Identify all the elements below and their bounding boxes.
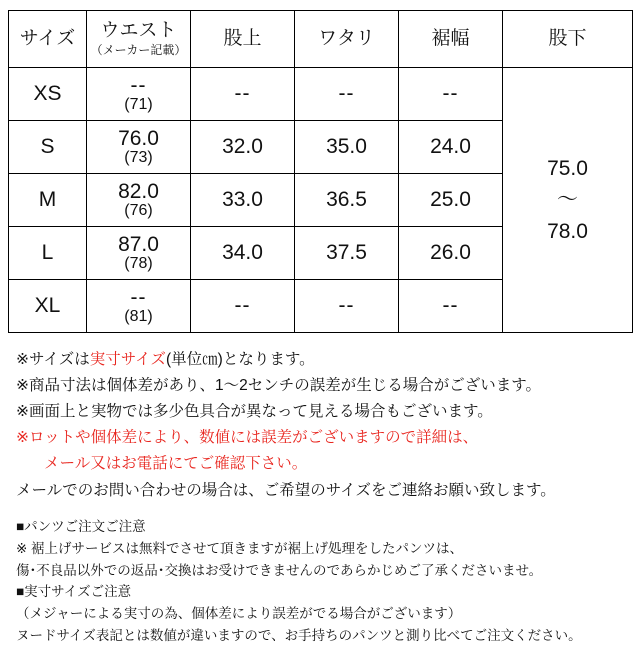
cell-waist-s-sub: (73) [124, 148, 153, 166]
cell-thigh-xs [295, 68, 399, 121]
header-label-size: サイズ [19, 28, 76, 50]
cell-waist-m-main: 82.0 [118, 179, 159, 203]
table-body [9, 68, 633, 333]
cell-rise-xs-value: -- [234, 81, 251, 105]
header-label-hem: 裾幅 [431, 28, 470, 50]
cell-thigh-m: 36.5 [295, 174, 399, 227]
row-label-l: L [9, 227, 87, 280]
cell-rise-l: 34.0 [191, 227, 295, 280]
note-line-3: ※画面上と実物では多少色具合が異なって見える場合もございます。 [16, 403, 493, 421]
cell-waist-xl-sub: (81) [124, 307, 153, 325]
cell-waist-xs [87, 68, 191, 121]
cell-rise-xl [191, 280, 295, 333]
note-line-1-post: (単位㎝)となります。 [166, 351, 315, 368]
header-cell-hem [399, 11, 503, 68]
inseam-bottom: 78.0 [547, 219, 588, 243]
notes-section [8, 347, 632, 647]
cell-rise-s: 32.0 [191, 121, 295, 174]
cell-waist-s-main: 76.0 [118, 126, 159, 150]
cell-waist-l-main: 87.0 [118, 232, 159, 256]
pants-order-note-line-2: 傷･不良品以外での返品･交換はお受けできませんのであらかじめご了承くださいませ。 [16, 562, 543, 578]
cell-thigh-s: 35.0 [295, 121, 399, 174]
header-label-inseam: 股下 [548, 28, 587, 50]
header-label-waist: ウエスト [100, 20, 177, 42]
note-line-2: ※商品寸法は個体差があり、1〜2センチの誤差が生じる場合がございます。 [16, 377, 541, 395]
header-label-thigh: ワタリ [318, 28, 375, 50]
cell-waist-m-sub: (76) [124, 201, 153, 219]
cell-hem-l: 26.0 [399, 227, 503, 280]
note-line-6: メールでのお問い合わせの場合は、ご希望のサイズをご連絡お願い致します。 [16, 481, 556, 499]
cell-waist-xs-main: -- [130, 73, 147, 97]
actual-size-note-line-2: ヌードサイズ表記とは数値が違いますので、お手持ちのパンツと測り比べてご注文ください。 [16, 628, 582, 644]
row-label-m: M [9, 174, 87, 227]
pants-order-note-line-1: ※ 裾上げサービスは無料でさせて頂きますが裾上げ処理をしたパンツは、 [16, 540, 464, 556]
size-table [8, 10, 633, 333]
row-label-xl: XL [9, 280, 87, 333]
cell-thigh-l: 37.5 [295, 227, 399, 280]
cell-rise-xs [191, 68, 295, 121]
cell-hem-m: 25.0 [399, 174, 503, 227]
header-cell-rise [191, 11, 295, 68]
cell-thigh-xl-value: -- [338, 293, 355, 317]
table-header-row [9, 11, 633, 68]
notes-spacer [16, 504, 632, 517]
note-line-1 [16, 347, 632, 372]
header-label-rise: 股上 [223, 28, 262, 50]
cell-hem-s: 24.0 [399, 121, 503, 174]
header-sublabel-waist: （メーカー記載） [90, 43, 187, 58]
pants-order-note-title: ■パンツご注文ご注意 [16, 518, 146, 534]
actual-size-note-title: ■実寸サイズご注意 [16, 584, 132, 600]
header-cell-inseam [503, 11, 633, 68]
cell-waist-l-sub: (78) [124, 254, 153, 272]
header-cell-size [9, 11, 87, 68]
cell-hem-xl [399, 280, 503, 333]
cell-inseam-range [503, 68, 633, 333]
inseam-mid: 〜 [557, 188, 578, 212]
cell-waist-xl-main: -- [130, 285, 147, 309]
row-label-s: S [9, 121, 87, 174]
pants-order-note-block [16, 517, 632, 647]
actual-size-note-line-1: （メジャーによる実寸の為、個体差により誤差がでる場合がございます） [16, 606, 462, 622]
cell-rise-m: 33.0 [191, 174, 295, 227]
cell-thigh-xs-value: -- [338, 81, 355, 105]
note-line-5: メール又はお電話にてご確認下さい。 [44, 455, 308, 473]
cell-waist-xl [87, 280, 191, 333]
note-line-1-highlight: 実寸サイズ [89, 351, 167, 368]
row-label-xs: XS [9, 68, 87, 121]
cell-hem-xl-value: -- [442, 293, 459, 317]
cell-waist-l [87, 227, 191, 280]
header-cell-waist [87, 11, 191, 68]
note-line-1-pre: ※サイズは [16, 351, 90, 368]
note-line-4: ※ロットや個体差により、数値には誤差がございますので詳細は、 [16, 429, 479, 447]
cell-waist-xs-sub: (71) [124, 95, 153, 113]
cell-waist-s [87, 121, 191, 174]
header-cell-thigh [295, 11, 399, 68]
table-row [9, 68, 633, 121]
inseam-top: 75.0 [547, 156, 588, 180]
cell-rise-xl-value: -- [234, 293, 251, 317]
cell-waist-m [87, 174, 191, 227]
cell-hem-xs [399, 68, 503, 121]
cell-thigh-xl [295, 280, 399, 333]
table-header [9, 11, 633, 68]
cell-hem-xs-value: -- [442, 81, 459, 105]
